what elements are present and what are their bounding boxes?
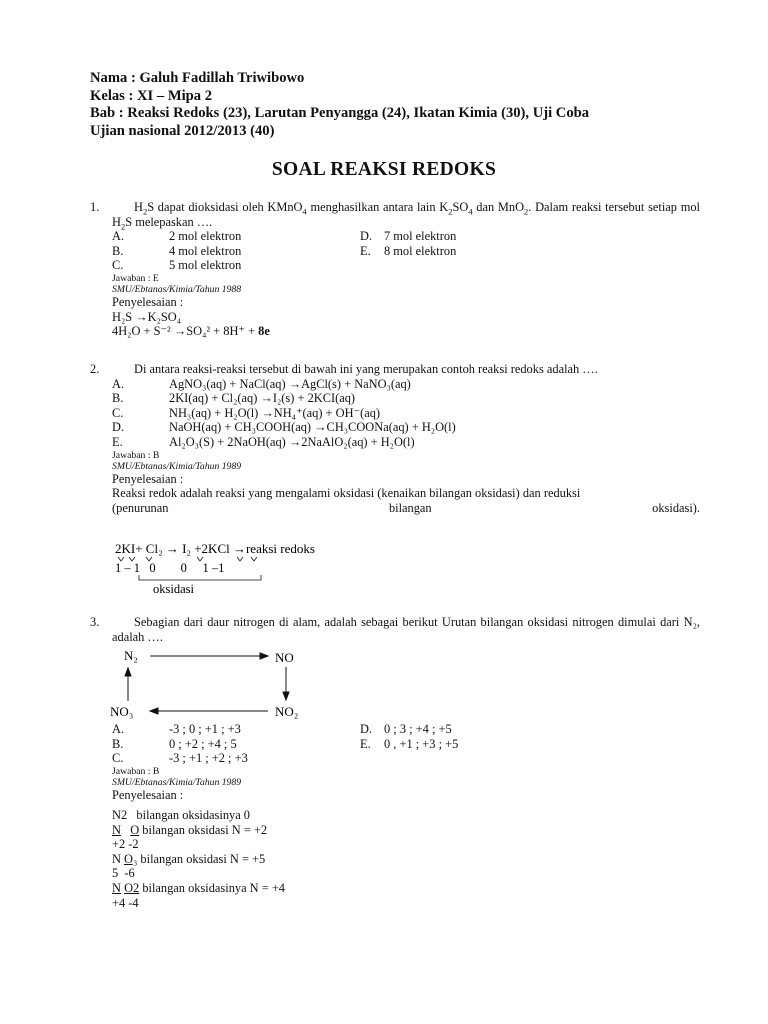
answer-options	[112, 377, 700, 450]
oxidation-label: oksidasi	[153, 582, 194, 596]
solution-heading: Penyelesaian :	[112, 471, 184, 486]
option-label: B.	[112, 391, 124, 406]
solution-line: N O2 bilangan oksidasinya N = +4	[112, 880, 285, 895]
solution-heading: Penyelesaian :	[112, 787, 184, 802]
option-label: D.	[360, 722, 373, 736]
option-label: B.	[112, 243, 124, 258]
option-value: -3 ; 0 ; +1 ; +3	[169, 722, 241, 736]
option-value: 0 ; 3 ; +4 ; +5	[384, 722, 452, 736]
option-label: C.	[112, 258, 124, 273]
option-value: 0 , +1 ; +3 ; +5	[384, 736, 459, 751]
solution-line: +2 -2	[112, 837, 139, 852]
option-label: A.	[112, 722, 125, 736]
option-label: A.	[112, 229, 125, 244]
option-value: AgNO₃(aq) + NaCl(aq) →AgCl(s) + NaNO₃(aq)	[169, 376, 411, 391]
question-number: 2.	[90, 362, 100, 376]
answer-source: SMU/Ebtanas/Kimia/Tahun 1989	[112, 776, 242, 788]
nitrogen-cycle-svg	[110, 645, 320, 720]
question-1	[90, 200, 700, 339]
option-label: E.	[360, 243, 371, 258]
redox-equation: 2KI+ Cl₂ → I₂ +2KCl →reaksi redoks	[115, 541, 315, 556]
option-label: A.	[112, 376, 125, 391]
question-text: Sebagian dari daur nitrogen di alam, adalah sebagai berikut Urutan bilangan oksidasi nitrogen dimulai dari N₂, adalah ….	[112, 615, 700, 644]
solution-line: N2 bilangan oksidasinya 0	[112, 808, 250, 822]
option-label: D.	[112, 420, 125, 435]
answer-options	[112, 229, 700, 273]
redox-diagram	[113, 540, 413, 602]
option-value: 0 ; +2 ; +4 ; 5	[169, 736, 237, 751]
solution-line: 4H₂O + S⁻² →SO₄² + 8H⁺ + 8e	[112, 324, 270, 339]
option-value: 8 mol elektron	[384, 243, 457, 258]
student-name: Nama : Galuh Fadillah Triwibowo	[90, 70, 305, 86]
question-3-options	[90, 722, 700, 802]
question-number: 3.	[90, 615, 100, 629]
solution-line: +4 -4	[112, 895, 139, 910]
arrowhead-icon	[283, 692, 289, 700]
explanation-line-2: (penurunan bilangan oksidasi).	[112, 500, 700, 515]
option-label: C.	[112, 751, 124, 766]
cycle-node-no2: NO₂	[275, 704, 299, 719]
question-3-solution	[112, 808, 512, 910]
student-header	[90, 70, 700, 140]
nitrogen-cycle-diagram	[110, 645, 320, 724]
option-value: NH₃(aq) + H₂O(l) →NH₄⁺(aq) + OH⁻(aq)	[169, 405, 381, 420]
option-label: C.	[112, 405, 124, 420]
cycle-node-no: NO	[275, 650, 294, 665]
cycle-node-n2: N₂	[124, 648, 138, 663]
solution-line: N O₃ bilangan oksidasi N = +5	[112, 851, 266, 866]
question-text: $H_2S$ dapat dioksidasi oleh KMnO$_4$ menghasilkan antara lain $K_2SO_4$ dan MnO$_2$. Dalam reaksi tersebut setiap mol $H_2S$ melepaskan ….	[112, 200, 700, 232]
chapter-line-1: Bab : Reaksi Redoks (23), Larutan Penyangga (24), Ikatan Kimia (30), Uji Coba	[90, 105, 590, 121]
question-number: 1.	[90, 200, 100, 214]
question-3	[90, 615, 700, 644]
question-2	[90, 362, 700, 515]
cycle-node-no3: NO₃	[110, 704, 134, 719]
option-value: 2KI(aq) + Cl₂(aq) →I₂(s) + 2KCI(aq)	[169, 391, 356, 406]
down-arrow-icon	[237, 557, 243, 561]
down-arrow-icon	[251, 557, 257, 561]
option-value: NaOH(aq) + CH₃COOH(aq) →CH₃COONa(aq) + H₂O(l)	[169, 420, 456, 435]
solution-heading: Penyelesaian :	[112, 294, 184, 309]
option-value: 5 mol elektron	[169, 258, 242, 273]
answer-key: Jawaban : B	[112, 765, 160, 777]
oxidation-bracket	[139, 575, 261, 580]
option-value: 7 mol elektron	[384, 229, 457, 244]
arrowhead-icon	[125, 668, 131, 676]
answer-source: SMU/Ebtanas/Kimia/Tahun 1988	[112, 283, 242, 295]
solution-line: H₂S →K₂SO₄	[112, 309, 182, 324]
solution-line: 5 -6	[112, 866, 135, 881]
option-label: B.	[112, 736, 124, 751]
student-class: Kelas : XI – Mipa 2	[90, 87, 213, 104]
explanation-line-1: Reaksi redok adalah reaksi yang mengalami oksidasi (kenaikan bilangan oksidasi) dan reduksi	[112, 486, 581, 501]
option-value: 2 mol elektron	[169, 229, 242, 244]
arrowhead-icon	[260, 653, 268, 659]
question-text: Di antara reaksi-reaksi tersebut di bawah ini yang merupakan contoh reaksi redoks adalah ….	[134, 362, 598, 376]
answer-key: Jawaban : E	[112, 272, 159, 284]
cycle-arrows	[125, 653, 289, 714]
answer-source: SMU/Ebtanas/Kimia/Tahun 1989	[112, 460, 242, 472]
answer-key: Jawaban : B	[112, 449, 160, 461]
chapter-line-2: Ujian nasional 2012/2013 (40)	[90, 122, 275, 139]
answer-options	[112, 722, 700, 766]
page-title: SOAL REAKSI REDOKS	[271, 159, 497, 180]
redox-diagram-svg	[113, 540, 413, 598]
option-label: D.	[360, 229, 373, 244]
option-label: E.	[360, 736, 371, 751]
option-label: E.	[112, 434, 123, 449]
arrowhead-icon	[150, 708, 158, 714]
option-value: 4 mol elektron	[169, 243, 242, 258]
oxidation-numbers: 1 – 1 0 0 1 –1	[115, 561, 225, 575]
solution-line: N O bilangan oksidasi N = +2	[112, 822, 268, 837]
option-value: Al₂O₃(S) + 2NaOH(aq) →2NaAlO₂(aq) + H₂O(l)	[169, 434, 415, 449]
option-value: -3 ; +1 ; +2 ; +3	[169, 751, 248, 766]
